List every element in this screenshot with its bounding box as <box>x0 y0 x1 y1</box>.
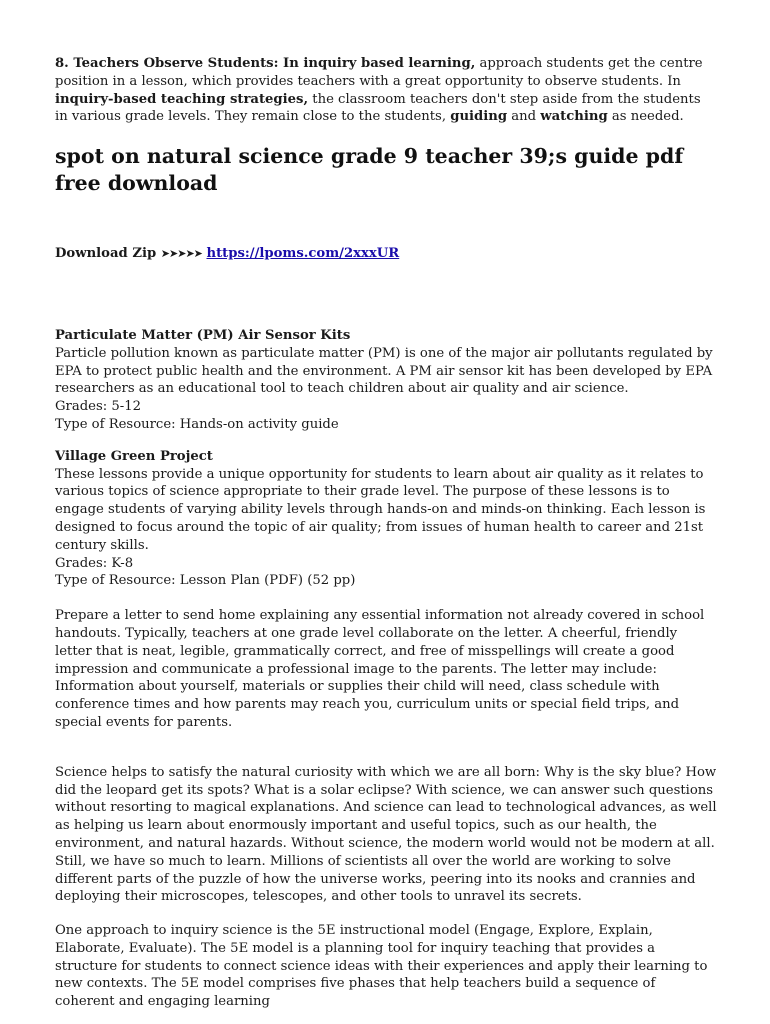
intro-paragraph <box>55 55 717 126</box>
science-paragraph: Science helps to satisfy the natural curiosity with which we are all born: Why is the sky blue? How did the leopard get its spots? What is a solar eclipse? With science, we can answer such questions without resorting to magical explanations. And science can lead to technological advances, as well as helping us learn about enormously important and useful topics, such as our health, the environment, and natural hazards. Without science, the modern world would not be modern at all. Still, we have so much to learn. Millions of scientists all over the world are working to solve different parts of the puzzle of how the universe works, peering into its nooks and crannies and deploying their microscopes, telescopes, and other tools to unravel its secrets. <box>55 764 717 905</box>
section-resource-type: Type of Resource: Hands-on activity guide <box>55 416 339 432</box>
download-line <box>55 245 717 263</box>
arrow-icons: ➤➤➤➤➤ <box>160 247 202 261</box>
page-title: spot on natural science grade 9 teacher 39;s guide pdf free download <box>55 144 684 196</box>
section-grades: Grades: 5-12 <box>55 399 141 415</box>
intro-text-2: the classroom teachers don't step aside from the students in various grade levels. They remain close to the students, <box>55 91 701 125</box>
letter-paragraph: Prepare a letter to send home explaining any essential information not already covered in school handouts. Typically, teachers at one grade level collaborate on the letter. A cheerful, friendly letter that is neat, legible, grammatically correct, and free of misspellings will create a good impression and communicate a professional image to the parents. The letter may include: Information about yourself, materials or supplies their child will need, class schedule with conference times and how parents may reach you, curriculum units or special field trips, and special events for parents. <box>55 608 705 730</box>
intro-heading: 8. Teachers Observe Students: In inquiry based learning, <box>55 56 476 71</box>
intro-bold-3: watching <box>540 109 608 125</box>
section-body: Particle pollution known as particulate matter (PM) is one of the major air pollutants regulated by EPA to protect public health and the environment. A PM air sensor kit has been developed by EPA researchers as an educational tool to teach children about air quality and air science. <box>55 345 713 397</box>
section-body: These lessons provide a unique opportunity for students to learn about air quality as it relates to various topics of science appropriate to their grade level. The purpose of these lessons is to engage students of varying ability levels through hands-on and minds-on thinking. Each lesson is designed to focus around the topic of air quality; from issues of human health to career and 21st century skills. <box>55 466 706 553</box>
section-title: Particulate Matter (PM) Air Sensor Kits <box>55 327 351 343</box>
section-resource-type: Type of Resource: Lesson Plan (PDF) (52 pp) <box>55 573 356 589</box>
five-e-paragraph: One approach to inquiry science is the 5E instructional model (Engage, Explore, Explain, Elaborate, Evaluate). The 5E model is a planning tool for inquiry teaching that provides a structure for students to connect science ideas with their experiences and apply their learning to new contexts. The 5E model comprises five phases that help teachers build a sequence of coherent and engaging learning <box>55 923 708 1010</box>
section-pm-air-sensor <box>55 327 717 434</box>
download-link[interactable]: https://lpoms.com/2xxxUR <box>206 246 400 262</box>
document-page <box>55 55 717 1011</box>
intro-bold-2: guiding <box>450 109 508 125</box>
intro-text-4: as needed. <box>607 109 684 125</box>
section-grades: Grades: K-8 <box>55 555 134 571</box>
intro-bold-1: inquiry-based teaching strategies, <box>55 91 309 107</box>
section-title: Village Green Project <box>55 448 213 464</box>
section-village-green <box>55 448 717 590</box>
intro-text-3: and <box>507 109 541 125</box>
intro-text-1: approach students get the centre position in a lesson, which provides teachers with a great opportunity to observe students. In <box>55 56 703 89</box>
download-label: Download Zip <box>55 246 157 262</box>
